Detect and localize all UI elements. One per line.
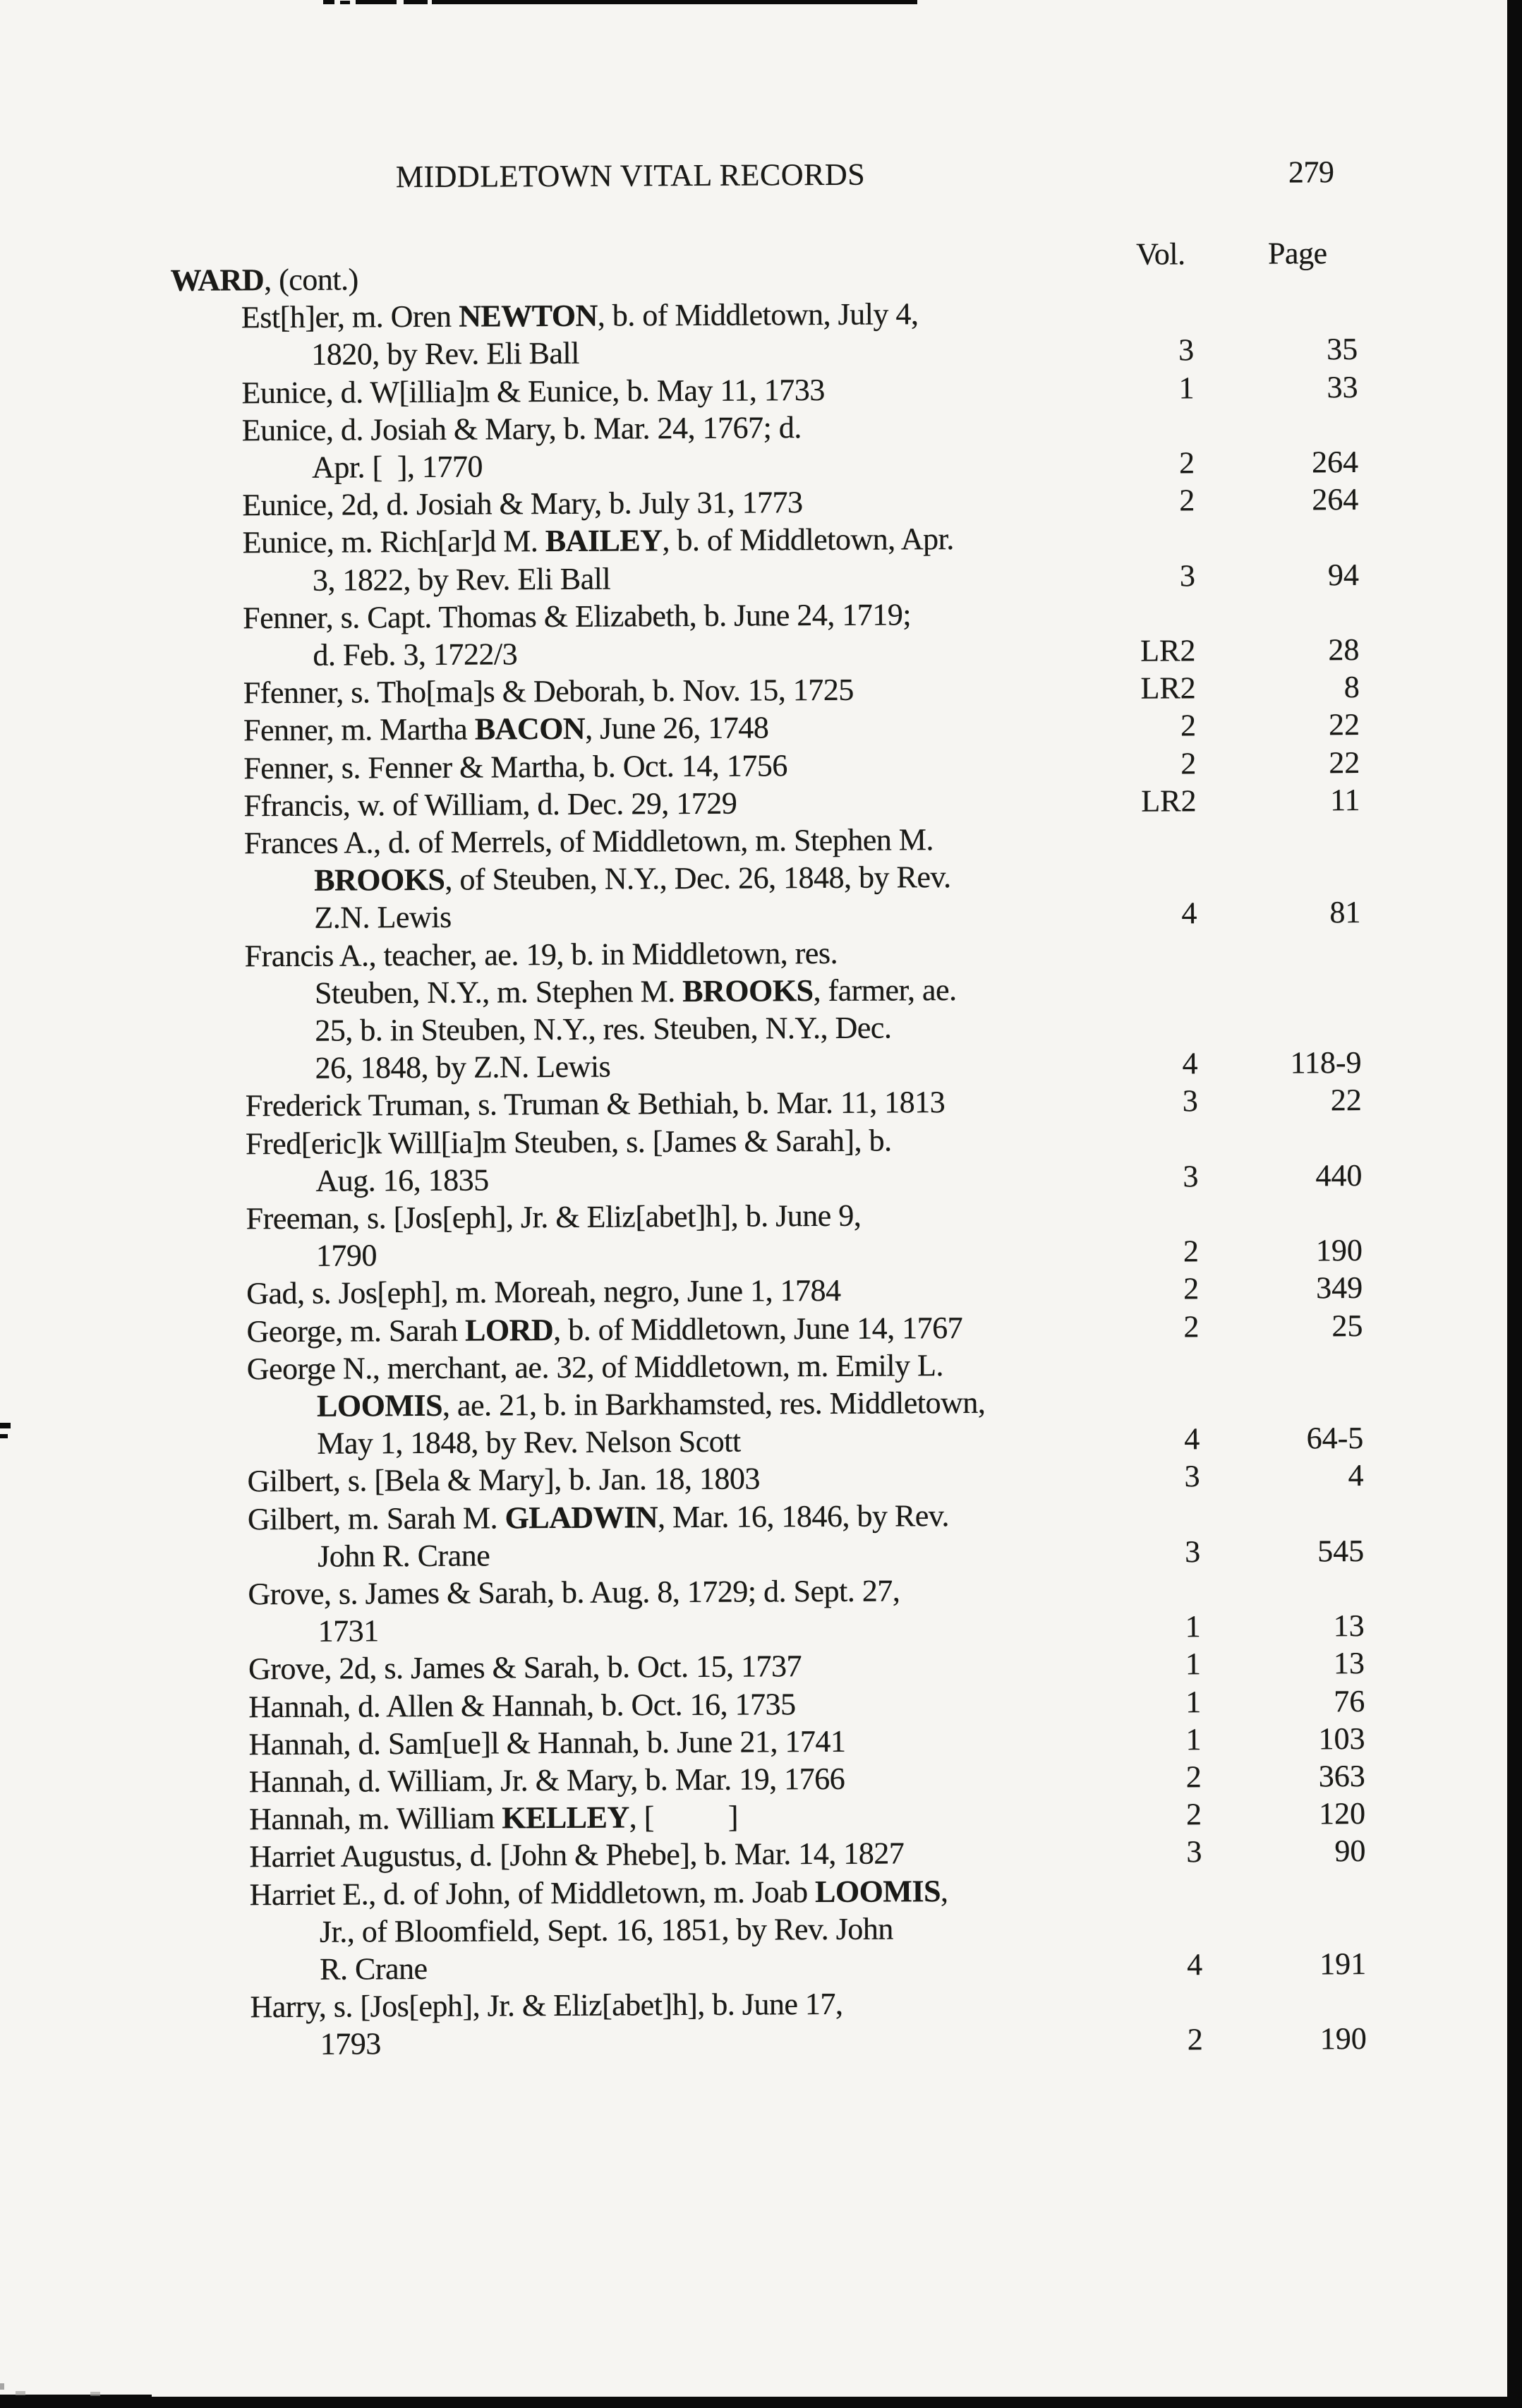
page-value: 118-9 xyxy=(1290,1045,1362,1080)
scan-artifact-top-line xyxy=(432,0,917,4)
record-text: George, m. Sarah LORD, b. of Middletown, June 14, 1767 xyxy=(246,1310,963,1349)
record-text: Est[h]er, m. Oren NEWTON, b. of Middletown, July 4, xyxy=(241,296,919,335)
record-text: Freeman, s. [Jos[eph], Jr. & Eliz[abet]h], b. June 9, xyxy=(246,1198,862,1236)
page-value: 28 xyxy=(1328,632,1360,668)
record-text: Ffrancis, w. of William, d. Dec. 29, 1729 xyxy=(243,785,737,824)
record-text: Fenner, s. Fenner & Martha, b. Oct. 14, 1756 xyxy=(243,747,787,785)
vol-value: 3 xyxy=(1184,1459,1200,1494)
page-value: 81 xyxy=(1329,895,1361,930)
record-text: Gilbert, m. Sarah M. GLADWIN, Mar. 16, 1846, by Rev. xyxy=(247,1498,950,1536)
record-text: 1731 xyxy=(318,1613,379,1649)
vol-value: 4 xyxy=(1181,896,1197,931)
page-value: 4 xyxy=(1348,1458,1364,1493)
scan-artifact-left-mark xyxy=(0,1434,8,1438)
page-value: 191 xyxy=(1319,1946,1367,1982)
vol-value: 1 xyxy=(1185,1647,1202,1682)
vol-value: 3 xyxy=(1185,1534,1201,1570)
page-value: 363 xyxy=(1318,1758,1365,1794)
vol-value: 2 xyxy=(1185,1797,1202,1832)
page-value: 90 xyxy=(1334,1834,1366,1869)
page-value: 440 xyxy=(1315,1157,1363,1193)
column-header-page: Page xyxy=(1267,236,1327,271)
record-text: 1793 xyxy=(320,2026,381,2062)
vol-value: 3 xyxy=(1179,558,1196,593)
vol-value: 1 xyxy=(1185,1721,1202,1757)
record-text: Harriet Augustus, d. [John & Phebe], b. Mar. 14, 1827 xyxy=(249,1836,905,1874)
vol-value: 2 xyxy=(1180,745,1197,781)
record-text: 1790 xyxy=(315,1238,378,1273)
vol-value: 1 xyxy=(1178,370,1195,405)
page-title: MIDDLETOWN VITAL RECORDS xyxy=(395,157,866,195)
page-value: 25 xyxy=(1331,1308,1363,1343)
scan-artifact-top-dash xyxy=(340,1,350,4)
scan-artifact-smudge xyxy=(90,2392,100,2396)
page-value: 349 xyxy=(1316,1270,1363,1306)
record-text: Fred[eric]k Will[ia]m Steuben, s. [James & Sarah], b. xyxy=(245,1123,892,1161)
page-value: 76 xyxy=(1334,1683,1365,1718)
scan-artifact-top-dash xyxy=(404,0,428,4)
vol-value: LR2 xyxy=(1140,670,1196,706)
record-text: Hannah, d. Sam[ue]l & Hannah, b. June 21, 1741 xyxy=(248,1723,846,1762)
page-value: 190 xyxy=(1315,1233,1363,1268)
record-text: Grove, s. James & Sarah, b. Aug. 8, 1729; d. Sept. 27, xyxy=(248,1573,900,1612)
vol-value: 3 xyxy=(1178,332,1195,368)
page-value: 13 xyxy=(1333,1646,1365,1681)
vol-value: 2 xyxy=(1183,1308,1200,1344)
page-value: 190 xyxy=(1319,2021,1367,2057)
record-text: Aug. 16, 1835 xyxy=(315,1162,489,1198)
record-text: Hannah, m. William KELLEY, [ ] xyxy=(248,1799,739,1837)
page-number: 279 xyxy=(1288,155,1334,190)
record-line xyxy=(5,2020,1522,2065)
record-text: Apr. [ ], 1770 xyxy=(311,449,483,485)
record-text: Eunice, m. Rich[ar]d M. BAILEY, b. of Middletown, Apr. xyxy=(242,522,954,560)
vol-value: 4 xyxy=(1182,1046,1198,1081)
page-value: 64-5 xyxy=(1306,1421,1364,1456)
page-value: 545 xyxy=(1317,1533,1365,1569)
column-header-vol: Vol. xyxy=(1136,236,1185,272)
record-text: Gilbert, s. [Bela & Mary], b. Jan. 18, 1803 xyxy=(247,1461,761,1499)
vol-value: 1 xyxy=(1185,1609,1201,1644)
record-text: 3, 1822, by Rev. Eli Ball xyxy=(312,561,611,598)
record-text: Harriet E., d. of John, of Middletown, m. Joab LOOMIS, xyxy=(249,1873,948,1912)
scan-artifact-right-strip xyxy=(1507,0,1522,2408)
record-text: R. Crane xyxy=(320,1951,428,1987)
record-text: Harry, s. [Jos[eph], Jr. & Eliz[abet]h], b. June 17, xyxy=(250,1987,843,2025)
page-value: 22 xyxy=(1329,745,1360,780)
record-text: Frederick Truman, s. Truman & Bethiah, b. Mar. 11, 1813 xyxy=(245,1085,946,1124)
page-value: 103 xyxy=(1318,1721,1365,1757)
page-value: 264 xyxy=(1311,445,1359,480)
page-value: 11 xyxy=(1330,782,1360,818)
record-text: Grove, 2d, s. James & Sarah, b. Oct. 15, 1737 xyxy=(248,1649,802,1687)
vol-value: LR2 xyxy=(1141,783,1197,819)
vol-value: 2 xyxy=(1183,1271,1200,1306)
vol-value: 3 xyxy=(1186,1834,1202,1870)
record-text: Frances A., d. of Merrels, of Middletown, m. Stephen M. xyxy=(243,822,934,861)
page-value: 35 xyxy=(1327,332,1358,367)
scan-artifact-left-mark xyxy=(0,1423,11,1428)
record-text: 1820, by Rev. Eli Ball xyxy=(311,336,580,373)
record-text: May 1, 1848, by Rev. Nelson Scott xyxy=(317,1423,741,1461)
record-text: John R. Crane xyxy=(318,1538,490,1574)
record-text: Jr., of Bloomfield, Sept. 16, 1851, by Rev. John xyxy=(319,1911,893,1949)
vol-value: 2 xyxy=(1185,1759,1202,1795)
vol-value: LR2 xyxy=(1140,633,1196,668)
record-text: Gad, s. Jos[eph], m. Moreah, negro, June 1, 1784 xyxy=(246,1273,841,1311)
page-value: 264 xyxy=(1312,482,1359,517)
record-text: Fenner, s. Capt. Thomas & Elizabeth, b. June 24, 1719; xyxy=(243,597,912,636)
page-value: 22 xyxy=(1328,707,1360,742)
vol-value: 3 xyxy=(1183,1158,1199,1194)
record-text: Z.N. Lewis xyxy=(314,900,452,936)
page-value: 33 xyxy=(1327,369,1358,404)
record-text: Eunice, d. W[illia]m & Eunice, b. May 11, 1733 xyxy=(241,372,825,410)
record-text: Steuben, N.Y., m. Stephen M. BROOKS, farmer, ae. xyxy=(314,972,957,1011)
record-text: 25, b. in Steuben, N.Y., res. Steuben, N.Y., Dec. xyxy=(315,1010,892,1048)
record-text: LOOMIS, ae. 21, b. in Barkhamsted, res. Middletown, xyxy=(316,1385,986,1423)
page-value: 120 xyxy=(1318,1796,1366,1831)
record-text: Ffenner, s. Tho[ma]s & Deborah, b. Nov. 15, 1725 xyxy=(243,672,854,711)
scan-artifact-top-dash xyxy=(323,0,334,4)
vol-value: 2 xyxy=(1178,445,1195,481)
record-text: 26, 1848, by Z.N. Lewis xyxy=(315,1049,611,1085)
page-value: 8 xyxy=(1343,670,1360,705)
page-value: 22 xyxy=(1330,1083,1362,1118)
record-text: WARD, (cont.) xyxy=(170,262,358,298)
vol-value: 1 xyxy=(1185,1684,1202,1719)
record-text: Hannah, d. William, Jr. & Mary, b. Mar. 19, 1766 xyxy=(248,1761,845,1800)
record-text: Eunice, d. Josiah & Mary, b. Mar. 24, 1767; d. xyxy=(241,409,802,448)
record-text: Fenner, m. Martha BACON, June 26, 1748 xyxy=(243,710,769,748)
record-text: Francis A., teacher, ae. 19, b. in Middletown, res. xyxy=(244,935,838,973)
record-text: d. Feb. 3, 1722/3 xyxy=(313,637,518,673)
vol-value: 4 xyxy=(1184,1421,1200,1457)
record-text: BROOKS, of Steuben, N.Y., Dec. 26, 1848, by Rev. xyxy=(314,860,951,898)
record-text: Hannah, d. Allen & Hannah, b. Oct. 16, 1735 xyxy=(248,1686,796,1724)
scan-artifact-smudge xyxy=(16,2391,25,2395)
record-text: George N., merchant, ae. 32, of Middletown, m. Emily L. xyxy=(246,1347,944,1387)
page-value: 13 xyxy=(1333,1608,1365,1644)
page-value: 94 xyxy=(1327,557,1360,592)
scan-artifact-left-mark xyxy=(0,2383,4,2390)
vol-value: 2 xyxy=(1183,1234,1200,1269)
vol-value: 3 xyxy=(1182,1083,1198,1119)
vol-value: 2 xyxy=(1179,483,1195,518)
scan-artifact-top-dash xyxy=(356,0,397,4)
vol-value: 2 xyxy=(1180,708,1197,743)
vol-value: 2 xyxy=(1187,2022,1203,2057)
scan-artifact-bottom-left-lip xyxy=(0,2395,152,2400)
scan-artifact-bottom-strip xyxy=(0,2397,1522,2408)
vol-value: 4 xyxy=(1187,1947,1203,1982)
record-text: Eunice, 2d, d. Josiah & Mary, b. July 31, 1773 xyxy=(242,485,803,523)
